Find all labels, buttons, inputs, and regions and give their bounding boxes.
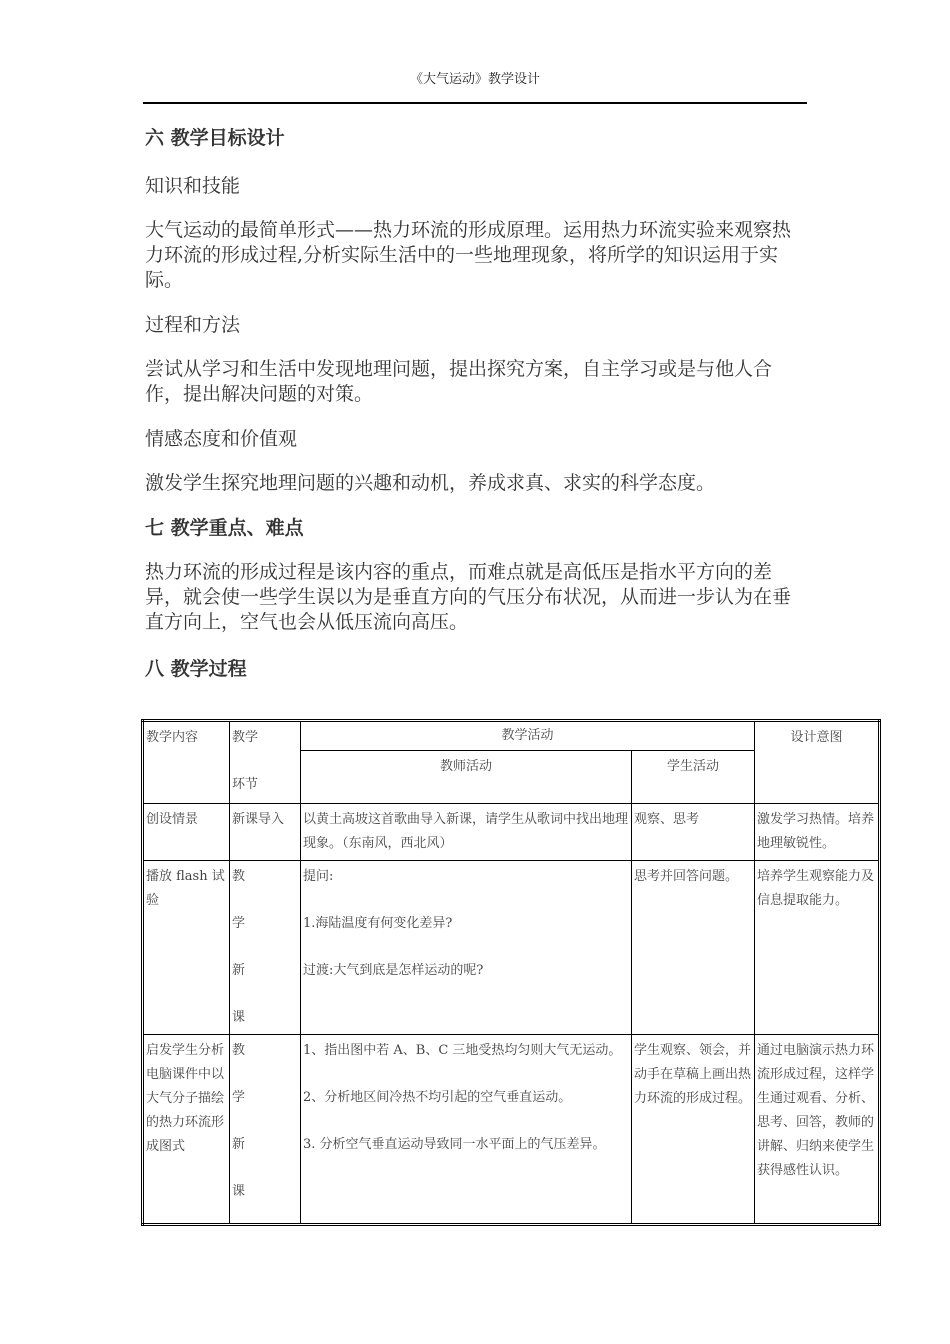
row2-stage-4: 课 xyxy=(232,1010,246,1025)
row1-student: 观察、思考 xyxy=(632,804,755,861)
knowledge-title: 知识和技能 xyxy=(145,175,241,197)
emotion-text: 激发学生探究地理问题的兴趣和动机，养成求真、求实的科学态度。 xyxy=(145,472,716,494)
row3-teacher-3: 3. 分析空气垂直运动导致同一水平面上的气压差异。 xyxy=(303,1137,606,1152)
process-text: 尝试从学习和生活中发现地理问题，提出探究方案，自主学习或是与他人合作，提出解决问题的对策。 xyxy=(145,358,773,405)
row2-teacher-3: 过渡:大气到底是怎样运动的呢? xyxy=(303,963,484,978)
row2-student: 思考并回答问题。 xyxy=(632,861,755,1035)
row2-stage xyxy=(230,861,301,1035)
row3-teacher-1: 1、指出图中若 A、B、C 三地受热均匀则大气无运动。 xyxy=(303,1043,622,1058)
row3-stage-1: 教 xyxy=(232,1043,246,1058)
row3-stage xyxy=(230,1035,301,1225)
header-teacher: 教师活动 xyxy=(301,751,632,804)
row2-stage-1: 教 xyxy=(232,869,246,884)
process-title: 过程和方法 xyxy=(145,314,241,336)
document-body xyxy=(145,124,805,683)
table-header-row xyxy=(143,721,880,751)
table-row xyxy=(143,1035,880,1225)
header-intent: 设计意图 xyxy=(755,721,880,804)
row2-teacher-1: 提问: xyxy=(303,869,334,884)
row2-content: 播放 flash 试验 xyxy=(143,861,230,1035)
teaching-process-table xyxy=(141,719,881,1226)
row3-content: 启发学生分析电脑课件中以大气分子描绘的热力环流形成图式 xyxy=(143,1035,230,1225)
row2-teacher xyxy=(301,861,632,1035)
row1-content: 创设情景 xyxy=(143,804,230,861)
row3-teacher xyxy=(301,1035,632,1225)
row1-teacher: 以黄土高坡这首歌曲导入新课，请学生从歌词中找出地理现象。（东南风，西北风） xyxy=(301,804,632,861)
header-rule xyxy=(143,102,807,104)
row2-intent: 培养学生观察能力及信息提取能力。 xyxy=(755,861,880,1035)
header-content: 教学内容 xyxy=(143,721,230,804)
section-7-heading: 七 教学重点、难点 xyxy=(145,517,304,539)
row3-intent: 通过电脑演示热力环流形成过程，这样学生通过观看、分析、思考、回答，教师的讲解、归纳来使学生获得感性认识。 xyxy=(755,1035,880,1225)
knowledge-text: 大气运动的最简单形式——热力环流的形成原理。运用热力环流实验来观察热力环流的形成过程,分析实际生活中的一些地理现象，将所学的知识运用于实际。 xyxy=(145,219,792,291)
row3-stage-3: 新 xyxy=(232,1137,246,1152)
row3-stage-4: 课 xyxy=(232,1184,246,1199)
table-row xyxy=(143,861,880,1035)
section-7-text: 热力环流的形成过程是该内容的重点，而难点就是高低压是指水平方向的差异，就会使一些学生误以为是垂直方向的气压分布状况，从而进一步认为在垂直方向上，空气也会从低压流向高压。 xyxy=(145,561,792,633)
row2-stage-2: 学 xyxy=(232,916,246,931)
row3-student: 学生观察、领会，并动手在草稿上画出热力环流的形成过程。 xyxy=(632,1035,755,1225)
row2-stage-3: 新 xyxy=(232,963,246,978)
section-6-heading: 六 教学目标设计 xyxy=(145,127,285,149)
row2-teacher-2: 1.海陆温度有何变化差异? xyxy=(303,916,453,931)
header-stage-line1: 教学 xyxy=(232,730,259,745)
header-stage xyxy=(230,721,301,804)
row3-teacher-2: 2、分析地区间冷热不均引起的空气垂直运动。 xyxy=(303,1090,572,1105)
row1-stage: 新课导入 xyxy=(230,804,301,861)
table-row xyxy=(143,804,880,861)
emotion-title: 情感态度和价值观 xyxy=(145,428,298,450)
header-student: 学生活动 xyxy=(632,751,755,804)
section-8-heading: 八 教学过程 xyxy=(145,658,247,680)
row3-stage-2: 学 xyxy=(232,1090,246,1105)
header-stage-line2: 环节 xyxy=(232,777,259,792)
page-header: 《大气运动》教学设计 xyxy=(409,72,540,87)
header-activity: 教学活动 xyxy=(301,721,755,751)
row1-intent: 激发学习热情。培养地理敏锐性。 xyxy=(755,804,880,861)
